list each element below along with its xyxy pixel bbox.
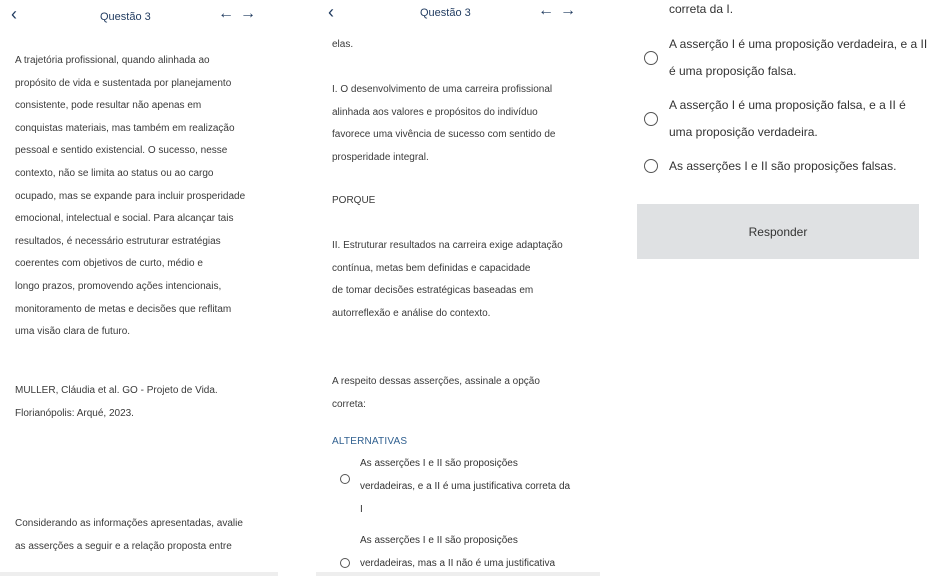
assertion-line: prosperidade integral. bbox=[332, 151, 429, 163]
assertion-line: alinhada aos valores e propósitos do indivíduo bbox=[332, 106, 538, 118]
arrow-right-icon[interactable]: → bbox=[560, 2, 582, 19]
assertion-1 bbox=[332, 79, 555, 169]
option-c[interactable] bbox=[644, 31, 927, 85]
assertion-line: de tomar decisões estratégicas baseadas em bbox=[332, 285, 534, 297]
lead-text: elas. bbox=[332, 39, 354, 50]
alternatives-heading: ALTERNATIVAS bbox=[332, 436, 408, 447]
option-line: I bbox=[360, 504, 363, 515]
passage-line: propósito de vida e sustentada por planejamento bbox=[15, 77, 232, 89]
assertion-line: I. O desenvolvimento de uma carreira profissional bbox=[332, 84, 553, 95]
question-nav bbox=[538, 0, 582, 23]
question-title: Questão 3 bbox=[420, 7, 471, 19]
passage-line: conquistas materiais, mas também em realização bbox=[15, 122, 235, 134]
option-line: As asserções I e II são proposições falsas. bbox=[669, 159, 897, 173]
option-text bbox=[669, 151, 896, 181]
option-a[interactable] bbox=[340, 452, 570, 521]
prompt bbox=[332, 371, 540, 416]
question-panel-1 bbox=[0, 0, 300, 576]
assertion-line: II. Estruturar resultados na carreira exige adaptação bbox=[332, 240, 563, 251]
respond-button[interactable]: Responder bbox=[637, 204, 919, 259]
radio-button[interactable] bbox=[340, 474, 350, 484]
passage-line: longo prazos, promovendo ações intencionais, bbox=[15, 280, 222, 292]
instruction-line: Considerando as informações apresentadas, avalie bbox=[15, 518, 243, 529]
passage-line: pessoal e sentido existencial. O sucesso, nesse bbox=[15, 145, 228, 157]
passage-line: uma visão clara de futuro. bbox=[15, 326, 131, 338]
citation-line: MULLER, Cláudia et al. GO - Projeto de Vida. bbox=[15, 385, 218, 396]
option-line: verdadeiras, e a II é uma justificativa correta da bbox=[360, 481, 571, 492]
assertion-line: autorreflexão e análise do contexto. bbox=[332, 307, 491, 319]
option-line: é uma proposição falsa. bbox=[669, 64, 797, 78]
passage-line: contexto, não se limita ao status ou ao cargo bbox=[15, 167, 214, 179]
option-text bbox=[669, 31, 927, 85]
passage-line: coerentes com objetivos de curto, médio e bbox=[15, 258, 203, 270]
option-line: correta da I. bbox=[669, 2, 734, 16]
option-line: As asserções I e II são proposições bbox=[360, 535, 518, 546]
arrow-left-icon[interactable]: ← bbox=[218, 5, 240, 22]
question-nav bbox=[218, 2, 262, 26]
passage-line: consistente, pode resultar não apenas em bbox=[15, 100, 202, 112]
instruction bbox=[15, 513, 243, 558]
question-panel-3 bbox=[630, 0, 938, 576]
option-text bbox=[360, 529, 555, 575]
bottom-divider bbox=[0, 572, 278, 576]
option-line: A asserção I é uma proposição falsa, e a II é bbox=[669, 98, 906, 112]
radio-button[interactable] bbox=[644, 159, 658, 173]
assertion-2 bbox=[332, 235, 563, 325]
radio-button[interactable] bbox=[644, 51, 658, 65]
question-panel-2 bbox=[316, 0, 616, 576]
prompt-line: correta: bbox=[332, 398, 366, 410]
option-d[interactable] bbox=[644, 92, 906, 146]
assertion-line: contínua, metas bem definidas e capacidade bbox=[332, 262, 531, 274]
bottom-divider bbox=[316, 572, 600, 576]
option-text bbox=[360, 452, 570, 521]
prompt-line: A respeito dessas asserções, assinale a opção bbox=[332, 376, 540, 387]
porque-label: PORQUE bbox=[332, 195, 376, 206]
passage-line: resultados, é necessário estruturar estratégias bbox=[15, 235, 221, 247]
passage-text bbox=[15, 50, 245, 344]
passage-line: A trajetória profissional, quando alinhada ao bbox=[15, 55, 210, 66]
question-title: Questão 3 bbox=[100, 11, 151, 23]
chevron-left-icon[interactable]: ‹ bbox=[11, 4, 17, 24]
option-line: A asserção I é uma proposição verdadeira, e a II bbox=[669, 37, 928, 51]
radio-button[interactable] bbox=[644, 112, 658, 126]
option-text bbox=[669, 92, 906, 146]
radio-button[interactable] bbox=[340, 558, 350, 568]
option-e[interactable] bbox=[644, 151, 896, 181]
chevron-left-icon[interactable]: ‹ bbox=[328, 2, 334, 22]
passage-line: monitoramento de metas e decisões que reflitam bbox=[15, 303, 232, 315]
option-b-continued bbox=[669, 0, 733, 24]
option-line: uma proposição verdadeira. bbox=[669, 125, 818, 139]
assertion-line: favorece uma vivência de sucesso com sentido de bbox=[332, 129, 556, 141]
passage-line: ocupado, mas se expande para incluir prosperidade bbox=[15, 190, 246, 202]
arrow-left-icon[interactable]: ← bbox=[538, 2, 560, 19]
passage-line: emocional, intelectual e social. Para alcançar tais bbox=[15, 213, 234, 225]
citation-line: Florianópolis: Arqué, 2023. bbox=[15, 407, 134, 419]
arrow-right-icon[interactable]: → bbox=[240, 5, 262, 22]
option-line: verdadeiras, mas a II não é uma justificativa bbox=[360, 558, 556, 569]
citation bbox=[15, 380, 218, 425]
option-b[interactable] bbox=[340, 529, 555, 575]
option-line: As asserções I e II são proposições bbox=[360, 458, 518, 469]
instruction-line: as asserções a seguir e a relação proposta entre bbox=[15, 540, 232, 552]
